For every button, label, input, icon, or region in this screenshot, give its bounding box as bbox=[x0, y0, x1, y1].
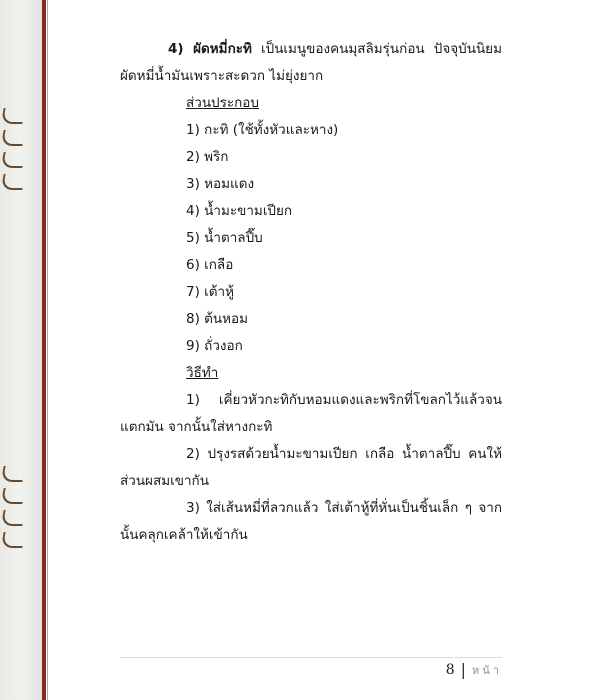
page-label: หน้า bbox=[472, 663, 502, 677]
ingredients-heading: ส่วนประกอบ bbox=[186, 95, 259, 111]
ingredient-item: 3) หอมแดง bbox=[186, 176, 255, 192]
ingredients-section bbox=[120, 90, 502, 387]
ingredient-item: 2) พริก bbox=[186, 149, 229, 165]
page-binding bbox=[0, 0, 42, 700]
ingredient-item: 4) น้ำมะขามเปียก bbox=[186, 203, 293, 219]
binding-ornament-top bbox=[2, 108, 26, 190]
ingredient-item: 7) เต้าหู้ bbox=[186, 284, 235, 300]
recipe-title: 4) ผัดหมี่กะทิ bbox=[168, 41, 252, 57]
document-body bbox=[120, 36, 502, 549]
footer-divider bbox=[120, 657, 502, 658]
intro-text: เป็นเมนูของคนมุสลิมรุ่นก่อน ปัจจุบันนิยมผัดหมี่น้ำมันเพราะสะดวก ไม่ยุ่งยาก bbox=[120, 41, 502, 84]
ingredient-item: 5) น้ำตาลปี๊บ bbox=[186, 230, 263, 246]
page-number: 8 bbox=[445, 661, 455, 678]
method-step: 2) ปรุงรสด้วยน้ำมะขามเปียก เกลือ น้ำตาลปี๊บ คนให้ส่วนผสมเขากัน bbox=[120, 446, 502, 489]
ingredient-item: 1) กะทิ (ใช้ทั้งหัวและหาง) bbox=[186, 122, 339, 138]
ingredient-item: 9) ถั่วงอก bbox=[186, 338, 243, 354]
ingredient-item: 6) เกลือ bbox=[186, 257, 234, 273]
footer-separator: | bbox=[460, 660, 467, 679]
binding-ornament-bottom bbox=[2, 466, 26, 548]
page-footer bbox=[446, 660, 502, 679]
binding-rule bbox=[42, 0, 46, 700]
method-heading: วิธีทำ bbox=[186, 365, 219, 381]
binding-rule-thin bbox=[47, 0, 48, 700]
ingredient-item: 8) ต้นหอม bbox=[186, 311, 249, 327]
method-step: 3) ใส่เส้นหมี่ที่ลวกแล้ว ใส่เต้าหู้ที่หั่นเป็นชิ้นเล็ก ๆ จากนั้นคลุกเคล้าให้เข้ากัน bbox=[120, 500, 502, 543]
method-step: 1) เคี่ยวหัวกะทิกับหอมแดงและพริกที่โขลกไว้แล้วจนแตกมัน จากนั้นใส่หางกะทิ bbox=[120, 392, 502, 435]
intro-paragraph bbox=[120, 36, 502, 90]
